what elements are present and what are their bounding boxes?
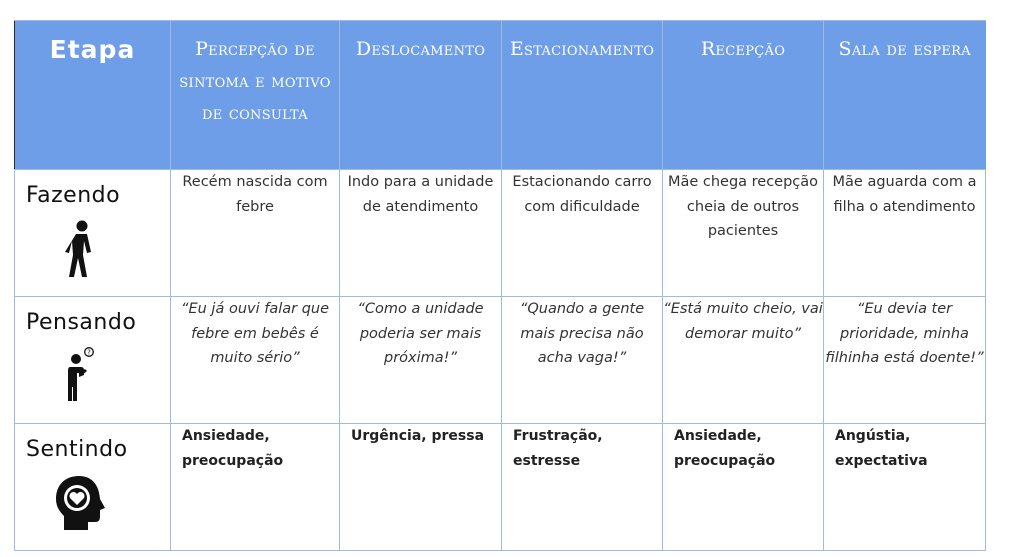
cell-sentindo-percepcao: Ansiedade, preocupação (171, 424, 340, 551)
journey-map-table (14, 20, 986, 551)
cell-fazendo-sala-espera: Mãe aguarda com a filha o atendimento (824, 170, 986, 297)
walking-person-icon (65, 220, 99, 278)
stage-header-sala-espera: Sala de espera (824, 21, 986, 170)
etapa-header: Etapa (15, 21, 171, 170)
stage-header-percepcao: Percepção de sintoma e motivo de consulta (171, 21, 340, 170)
header-row (15, 21, 986, 170)
stage-header-estacionamento: Estacionamento (502, 21, 663, 170)
row-header-sentindo (15, 424, 171, 551)
cell-sentindo-sala-espera: Angústia, expectativa (824, 424, 986, 551)
cell-pensando-deslocamento: “Como a unidade poderia ser mais próxima!” (340, 297, 502, 424)
cell-sentindo-deslocamento: Urgência, pressa (340, 424, 502, 551)
row-label-pensando: Pensando (26, 310, 137, 335)
head-heart-icon (53, 474, 109, 532)
cell-sentindo-estacionamento: Frustração, estresse (502, 424, 663, 551)
svg-text:?: ? (87, 348, 91, 357)
row-pensando (15, 297, 986, 424)
cell-fazendo-percepcao: Recém nascida com febre (171, 170, 340, 297)
row-header-fazendo (15, 170, 171, 297)
cell-pensando-estacionamento: “Quando a gente mais precisa não acha vaga!” (502, 297, 663, 424)
cell-sentindo-recepcao: Ansiedade, preocupação (663, 424, 824, 551)
row-label-fazendo: Fazendo (26, 183, 121, 208)
row-sentindo (15, 424, 986, 551)
row-header-pensando (15, 297, 171, 424)
row-fazendo (15, 170, 986, 297)
cell-fazendo-deslocamento: Indo para a unidade de atendimento (340, 170, 502, 297)
cell-fazendo-recepcao: Mãe chega recepção cheia de outros pacientes (663, 170, 824, 297)
row-label-sentindo: Sentindo (26, 437, 128, 462)
cell-fazendo-estacionamento: Estacionando carro com dificuldade (502, 170, 663, 297)
cell-pensando-percepcao: “Eu já ouvi falar que febre em bebês é muito sério” (171, 297, 340, 424)
stage-header-recepcao: Recepção (663, 21, 824, 170)
cell-pensando-sala-espera: “Eu devia ter prioridade, minha filhinha está doente!” (824, 297, 986, 424)
stage-header-deslocamento: Deslocamento (340, 21, 502, 170)
thinking-person-icon (65, 347, 99, 403)
cell-pensando-recepcao: “Está muito cheio, vai demorar muito” (663, 297, 824, 424)
